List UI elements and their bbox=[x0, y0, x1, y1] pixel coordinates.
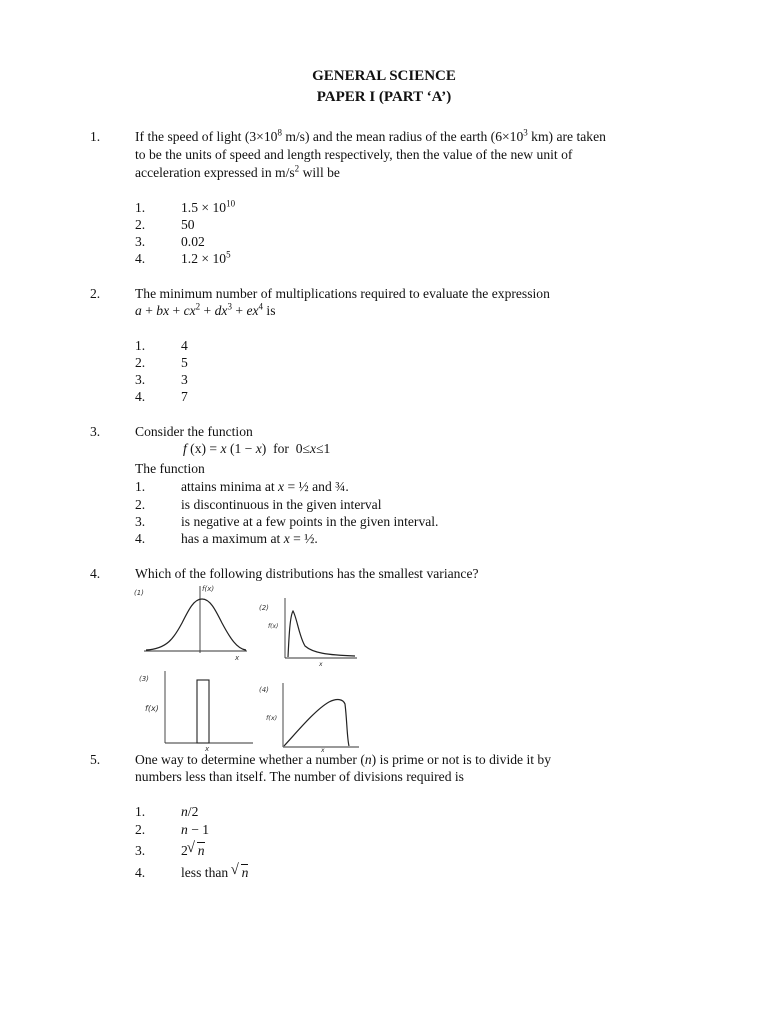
question-text: The minimum number of multiplications required to evaluate the expression bbox=[135, 286, 550, 301]
paper-title: GENERAL SCIENCE bbox=[312, 68, 456, 84]
option-number: 2. bbox=[135, 822, 146, 837]
option-number: 2. bbox=[135, 497, 146, 512]
option-number: 4. bbox=[135, 531, 146, 546]
question-number: 3. bbox=[90, 424, 101, 439]
question-number: 5. bbox=[90, 752, 101, 767]
option-number: 4. bbox=[135, 865, 146, 880]
option-number: 3. bbox=[135, 234, 146, 249]
question-text: If the speed of light ($3\times 10^8$ m/s) and the mean radius of the earth ($6\times 10^3$ km) are taken bbox=[135, 127, 606, 144]
y-axis-label: f(x) bbox=[145, 704, 159, 713]
option-text: 4 bbox=[181, 338, 188, 353]
option-number: 4. bbox=[135, 389, 146, 404]
figure-label: (4) bbox=[259, 686, 269, 694]
question-text: The function bbox=[135, 461, 205, 476]
question-text: numbers less than itself. The number of divisions required is bbox=[135, 769, 464, 784]
option-text: $1.5 \times 10^{10}$ bbox=[181, 198, 236, 215]
distribution-figure-2 bbox=[257, 596, 362, 668]
option-text: 3 bbox=[181, 372, 188, 387]
question-text: Which of the following distributions has the smallest variance? bbox=[135, 566, 479, 581]
option-number: 3. bbox=[135, 372, 146, 387]
question-text: One way to determine whether a number (n) is prime or not is to divide it by bbox=[135, 752, 552, 767]
option-number: 3. bbox=[135, 514, 146, 529]
figure-label: (3) bbox=[139, 675, 149, 683]
increasing-curve bbox=[284, 700, 349, 746]
question-text: acceleration expressed in $m/s^2$ will be bbox=[135, 163, 340, 180]
option-text: 2 √ n bbox=[181, 840, 205, 858]
option-text: 50 bbox=[181, 217, 195, 232]
y-axis-label: f(x) bbox=[202, 585, 215, 593]
x-axis-label: x bbox=[321, 747, 325, 752]
y-axis-label: f(x) bbox=[266, 714, 278, 722]
option-text: n − 1 bbox=[181, 822, 210, 837]
option-number: 2. bbox=[135, 217, 146, 232]
question-number: 1. bbox=[90, 129, 101, 144]
option-text: attains minima at x = ½ and ¾. bbox=[181, 479, 349, 494]
distribution-figure-1 bbox=[132, 583, 252, 663]
question-number: 4. bbox=[90, 566, 101, 581]
x-axis-label: x bbox=[319, 661, 323, 668]
figure-label: (1) bbox=[134, 589, 144, 597]
option-text: has a maximum at x = ½. bbox=[181, 531, 318, 546]
option-text: 7 bbox=[181, 389, 188, 404]
option-text: is discontinuous in the given interval bbox=[181, 497, 382, 512]
question-text: to be the units of speed and length respectively, then the value of the new unit of bbox=[135, 147, 573, 162]
option-text: $1.2 \times 10^5$ bbox=[181, 249, 231, 266]
option-number: 1. bbox=[135, 338, 146, 353]
option-text: 0.02 bbox=[181, 234, 205, 249]
sqrt-symbol: √ n bbox=[230, 862, 249, 880]
polynomial-expression: a + bx + $cx^2 + dx^3 + ex^4$ is bbox=[135, 301, 276, 318]
y-axis-label: f(x) bbox=[268, 623, 279, 630]
option-text: n/2 bbox=[181, 804, 199, 819]
option-number: 1. bbox=[135, 200, 146, 215]
option-text: is negative at a few points in the given interval. bbox=[181, 514, 439, 529]
distribution-figure-4 bbox=[257, 680, 362, 752]
question-text: Consider the function bbox=[135, 424, 253, 439]
sqrt-symbol: √ n bbox=[186, 840, 205, 858]
question-number: 2. bbox=[90, 286, 101, 301]
function-formula: f (x) = x (1 − x) for 0≤x≤1 bbox=[183, 441, 331, 456]
x-axis-label: x bbox=[235, 654, 240, 662]
option-number: 1. bbox=[135, 804, 146, 819]
option-text: 5 bbox=[181, 355, 188, 370]
bell-curve bbox=[146, 599, 246, 650]
option-text: less than √ n bbox=[181, 862, 249, 880]
figure-label: (2) bbox=[259, 604, 269, 612]
option-number: 2. bbox=[135, 355, 146, 370]
distribution-figure-3 bbox=[137, 667, 255, 753]
uniform-spike bbox=[197, 680, 209, 743]
x-axis-label: x bbox=[205, 745, 210, 753]
option-number: 3. bbox=[135, 843, 146, 858]
option-number: 1. bbox=[135, 479, 146, 494]
option-number: 4. bbox=[135, 251, 146, 266]
skewed-curve bbox=[288, 611, 355, 657]
paper-subtitle: PAPER I (PART ‘A’) bbox=[316, 89, 452, 105]
